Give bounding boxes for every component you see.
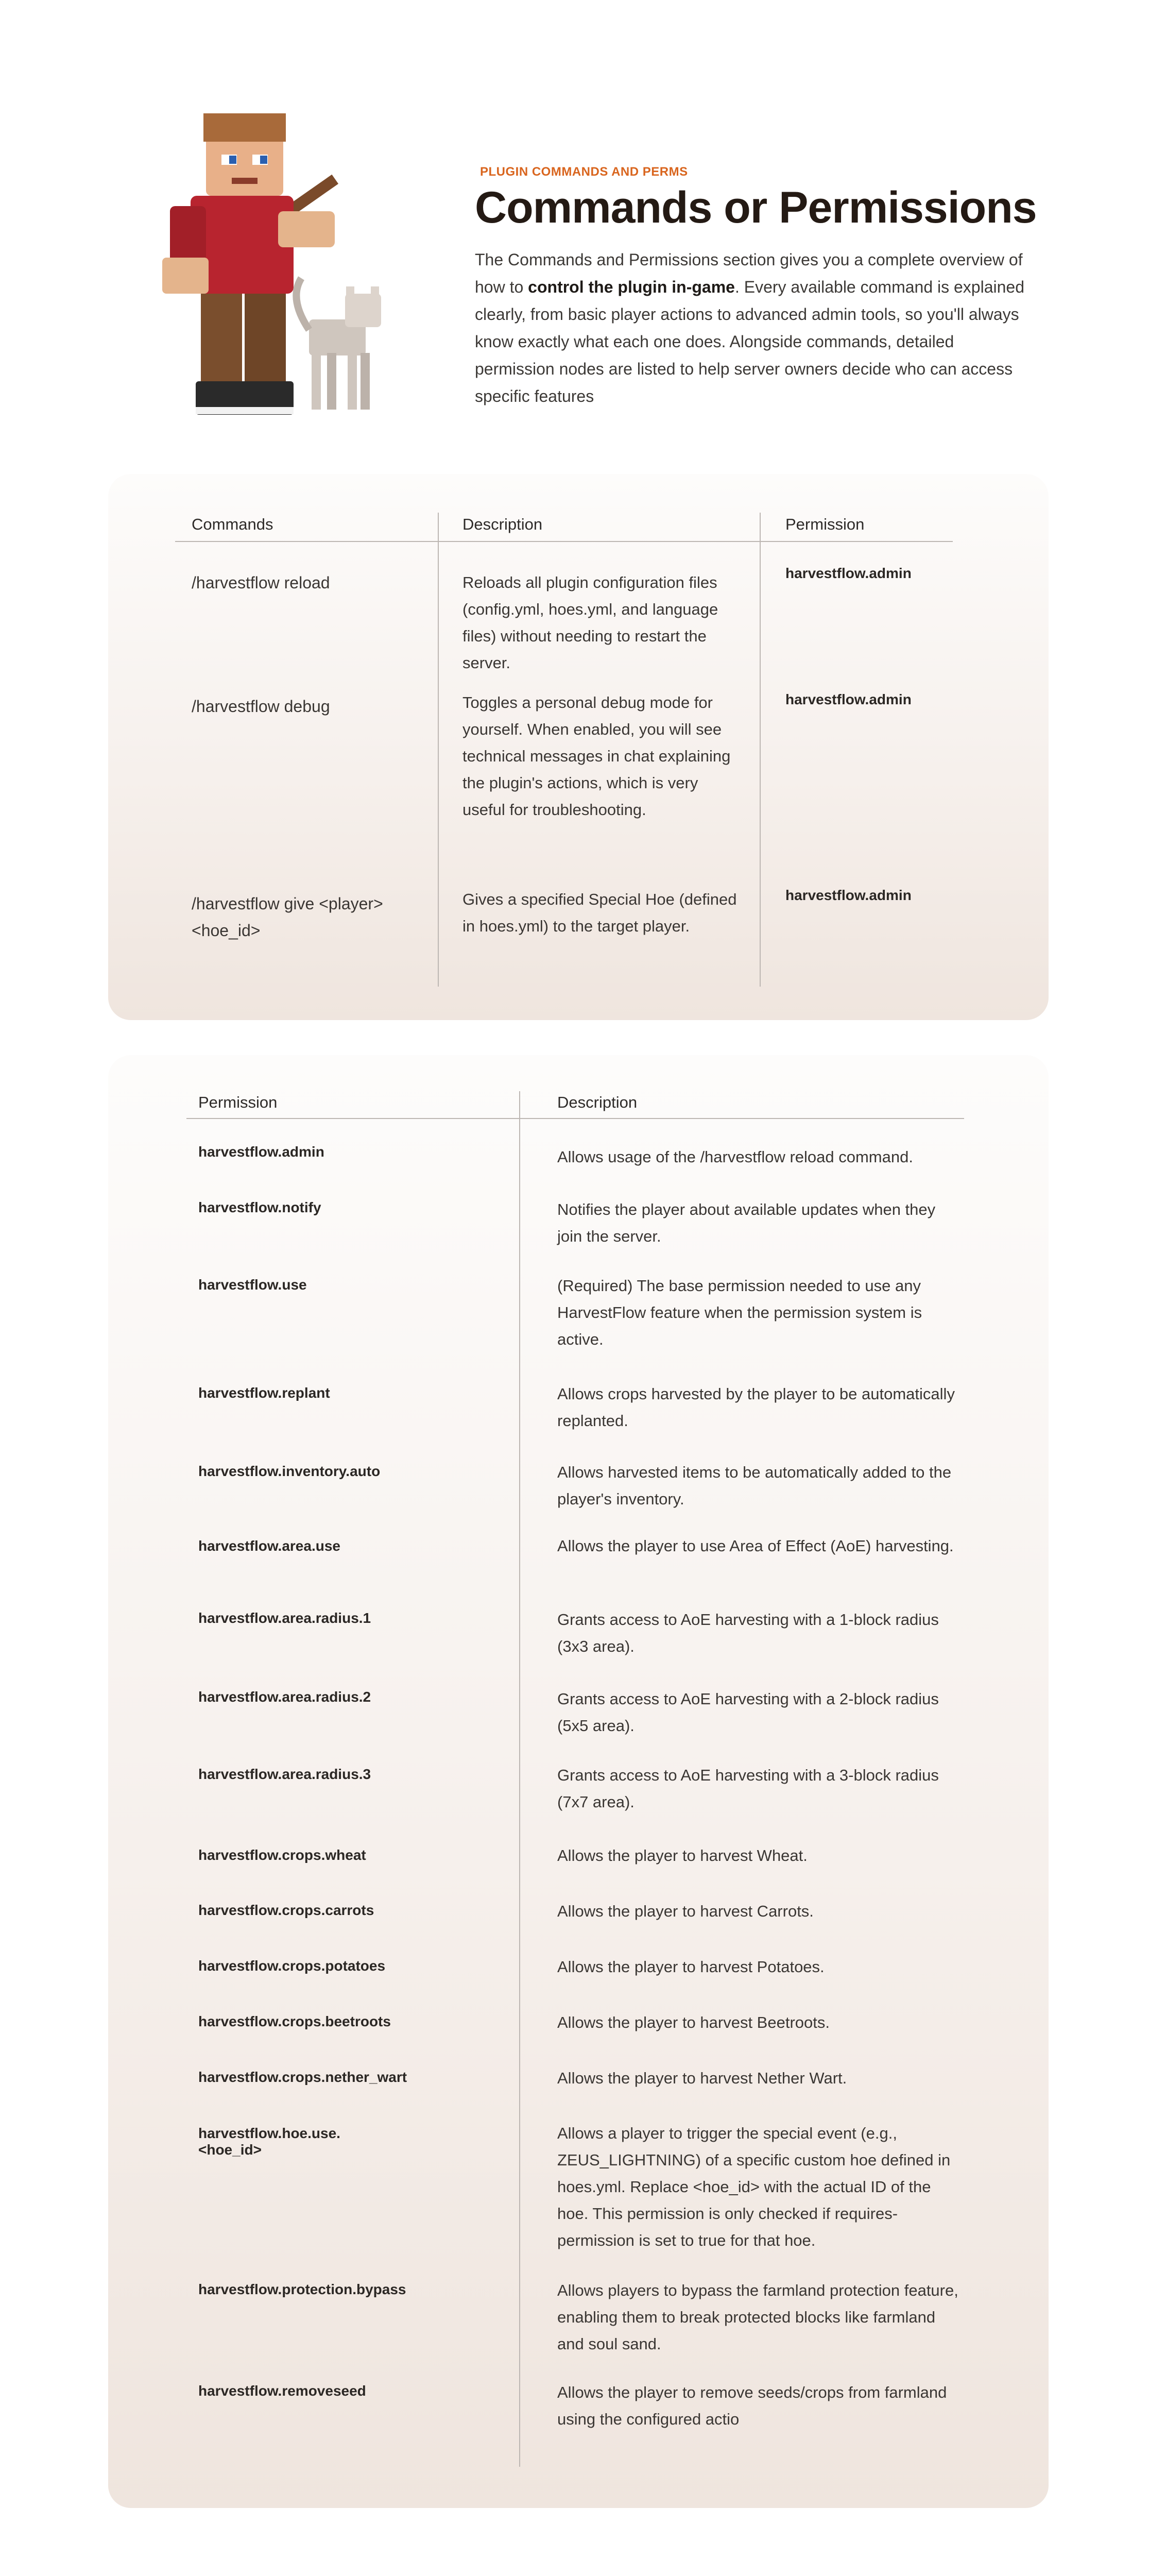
- column-divider-1: [438, 513, 439, 987]
- header-divider: [186, 1118, 964, 1119]
- permission-node: harvestflow.crops.wheat: [198, 1847, 366, 1863]
- permission-description: Allows the player to remove seeds/crops from farmland using the configured actio: [557, 2383, 947, 2428]
- permission-description: Allows the player to use Area of Effect (AoE) harvesting.: [557, 1537, 954, 1555]
- permission-node: harvestflow.area.radius.3: [198, 1766, 371, 1782]
- command-permission: harvestflow.admin: [785, 887, 912, 903]
- intro-text-bold: control the plugin in-game: [528, 278, 735, 296]
- permission-node: harvestflow.notify: [198, 1199, 321, 1215]
- permission-node: harvestflow.area.radius.1: [198, 1610, 371, 1626]
- permission-description: Allows the player to harvest Potatoes.: [557, 1958, 825, 1976]
- column-divider: [519, 1091, 520, 2467]
- permission-description: Allows the player to harvest Beetroots.: [557, 2013, 830, 2031]
- header-divider: [175, 541, 953, 542]
- permission-node: harvestflow.admin: [198, 1144, 324, 1160]
- command-name: /harvestflow reload: [192, 573, 330, 592]
- permission-description: Grants access to AoE harvesting with a 2-block radius (5x5 area).: [557, 1690, 939, 1735]
- permission-node: harvestflow.replant: [198, 1385, 330, 1401]
- permission-node: harvestflow.crops.carrots: [198, 1902, 374, 1918]
- permission-node: harvestflow.crops.potatoes: [198, 1958, 386, 1974]
- permission-description: Allows a player to trigger the special event (e.g., ZEUS_LIGHTNING) of a specific custom hoe defined in hoes.yml. Replace <hoe_id> with the actual ID of the hoe. This permission is only checked if requires-permission is set to true for that hoe.: [557, 2124, 951, 2249]
- command-description: Gives a specified Special Hoe (defined in hoes.yml) to the target player.: [462, 890, 737, 935]
- intro-paragraph: [475, 246, 1031, 410]
- permission-node: harvestflow.use: [198, 1277, 307, 1293]
- permission-description: Allows the player to harvest Wheat.: [557, 1846, 808, 1865]
- permission-description: (Required) The base permission needed to use any HarvestFlow feature when the permission system is active.: [557, 1277, 922, 1348]
- col-header-permission: Permission: [785, 515, 865, 533]
- permission-node: harvestflow.inventory.auto: [198, 1463, 381, 1479]
- permission-description: Grants access to AoE harvesting with a 1-block radius (3x3 area).: [557, 1611, 939, 1655]
- command-permission: harvestflow.admin: [785, 691, 912, 707]
- permission-node: harvestflow.hoe.use.<hoe_id>: [198, 2125, 340, 2158]
- col-header-description: Description: [557, 1093, 638, 1111]
- permission-node: harvestflow.area.radius.2: [198, 1689, 371, 1705]
- command-permission: harvestflow.admin: [785, 565, 912, 581]
- command-description: Toggles a personal debug mode for yourself. When enabled, you will see technical messages in chat explaining the plugin's actions, which is very useful for troubleshooting.: [462, 693, 731, 819]
- permission-description: Allows crops harvested by the player to be automatically replanted.: [557, 1385, 955, 1430]
- permission-node: harvestflow.protection.bypass: [198, 2281, 406, 2297]
- command-name: /harvestflow debug: [192, 697, 330, 716]
- col-header-commands: Commands: [192, 515, 273, 533]
- permission-description: Grants access to AoE harvesting with a 3-block radius (7x7 area).: [557, 1766, 939, 1811]
- commands-header-section: [0, 0, 1149, 464]
- permission-description: Allows usage of the /harvestflow reload command.: [557, 1148, 913, 1166]
- col-header-description: Description: [462, 515, 543, 533]
- intro-text-end: . Every available command is explained clearly, from basic player actions to advanced admin tools, so you'll always know exactly what each one does. Alongside commands, detailed permission nodes are listed to help server owners decide who can access specific features: [475, 278, 1024, 405]
- col-header-permission: Permission: [198, 1093, 278, 1111]
- permission-description: Allows harvested items to be automatically added to the player's inventory.: [557, 1463, 952, 1508]
- permission-node: harvestflow.crops.nether_wart: [198, 2069, 407, 2085]
- command-name: /harvestflow give <player> <hoe_id>: [192, 894, 383, 940]
- permission-description: Notifies the player about available updates when they join the server.: [557, 1200, 936, 1245]
- permission-description: Allows the player to harvest Nether Wart.: [557, 2069, 847, 2087]
- character-with-cat-illustration: [155, 113, 402, 433]
- command-description: Reloads all plugin configuration files (config.yml, hoes.yml, and language files) without needing to restart the server.: [462, 573, 718, 672]
- permission-node: harvestflow.crops.beetroots: [198, 2013, 391, 2029]
- section-eyebrow: PLUGIN COMMANDS AND PERMS: [480, 165, 688, 179]
- page-title: Commands or Permissions: [475, 183, 1037, 232]
- permission-description: Allows players to bypass the farmland protection feature, enabling them to break protected blocks like farmland and soul sand.: [557, 2281, 958, 2353]
- permission-node: harvestflow.removeseed: [198, 2383, 366, 2399]
- permission-description: Allows the player to harvest Carrots.: [557, 1902, 814, 1920]
- intro-text-start: The Commands and Permissions section gives you a complete overview of how to: [475, 250, 1023, 296]
- column-divider-2: [760, 513, 761, 987]
- permission-node: harvestflow.area.use: [198, 1538, 340, 1554]
